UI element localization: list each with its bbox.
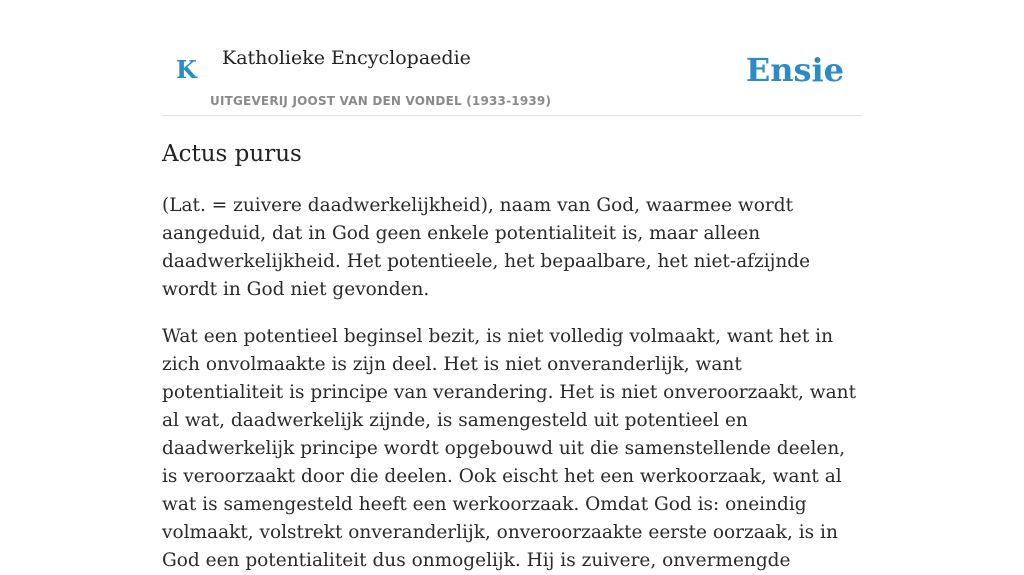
- article: [162, 137, 862, 575]
- publication-logo[interactable]: K: [176, 55, 197, 84]
- brand-logo[interactable]: Ensie: [745, 51, 844, 89]
- publication-title[interactable]: Katholieke Encyclopaedie: [222, 47, 471, 69]
- publisher-line: UITGEVERIJ JOOST VAN DEN VONDEL (1933-1939): [210, 94, 552, 108]
- article-paragraph: Wat een potentieel beginsel bezit, is niet volledig volmaakt, want het in zich onvolmaakte is zijn deel. Het is niet onveranderlijk, want potentialiteit is principe van verandering. Het is niet onveroorzaakt, want al wat, daadwerkelijk zijnde, is samengesteld uit potentieel en daadwerkelijk principe wordt opgebouwd uit die samenstellende deelen, is veroorzaakt door die deelen. Ook eischt het een werkoorzaak, want al wat is samengesteld heeft een werkoorzaak. Omdat God is: oneindig volmaakt, volstrekt onveranderlijk, onveroorzaakte eerste oorzaak, is in God een potentialiteit dus onmogelijk. Hij is zuivere, onvermengde: [162, 326, 857, 571]
- article-title: Actus purus: [162, 141, 302, 167]
- site-header: [162, 0, 862, 116]
- article-paragraph: (Lat. = zuivere daadwerkelijkheid), naam van God, waarmee wordt aangeduid, dat in God geen enkele potentialiteit is, maar alleen daadwerkelijkheid. Het potentieele, het bepaalbare, het niet-afzijnde wordt in God niet gevonden.: [162, 195, 811, 300]
